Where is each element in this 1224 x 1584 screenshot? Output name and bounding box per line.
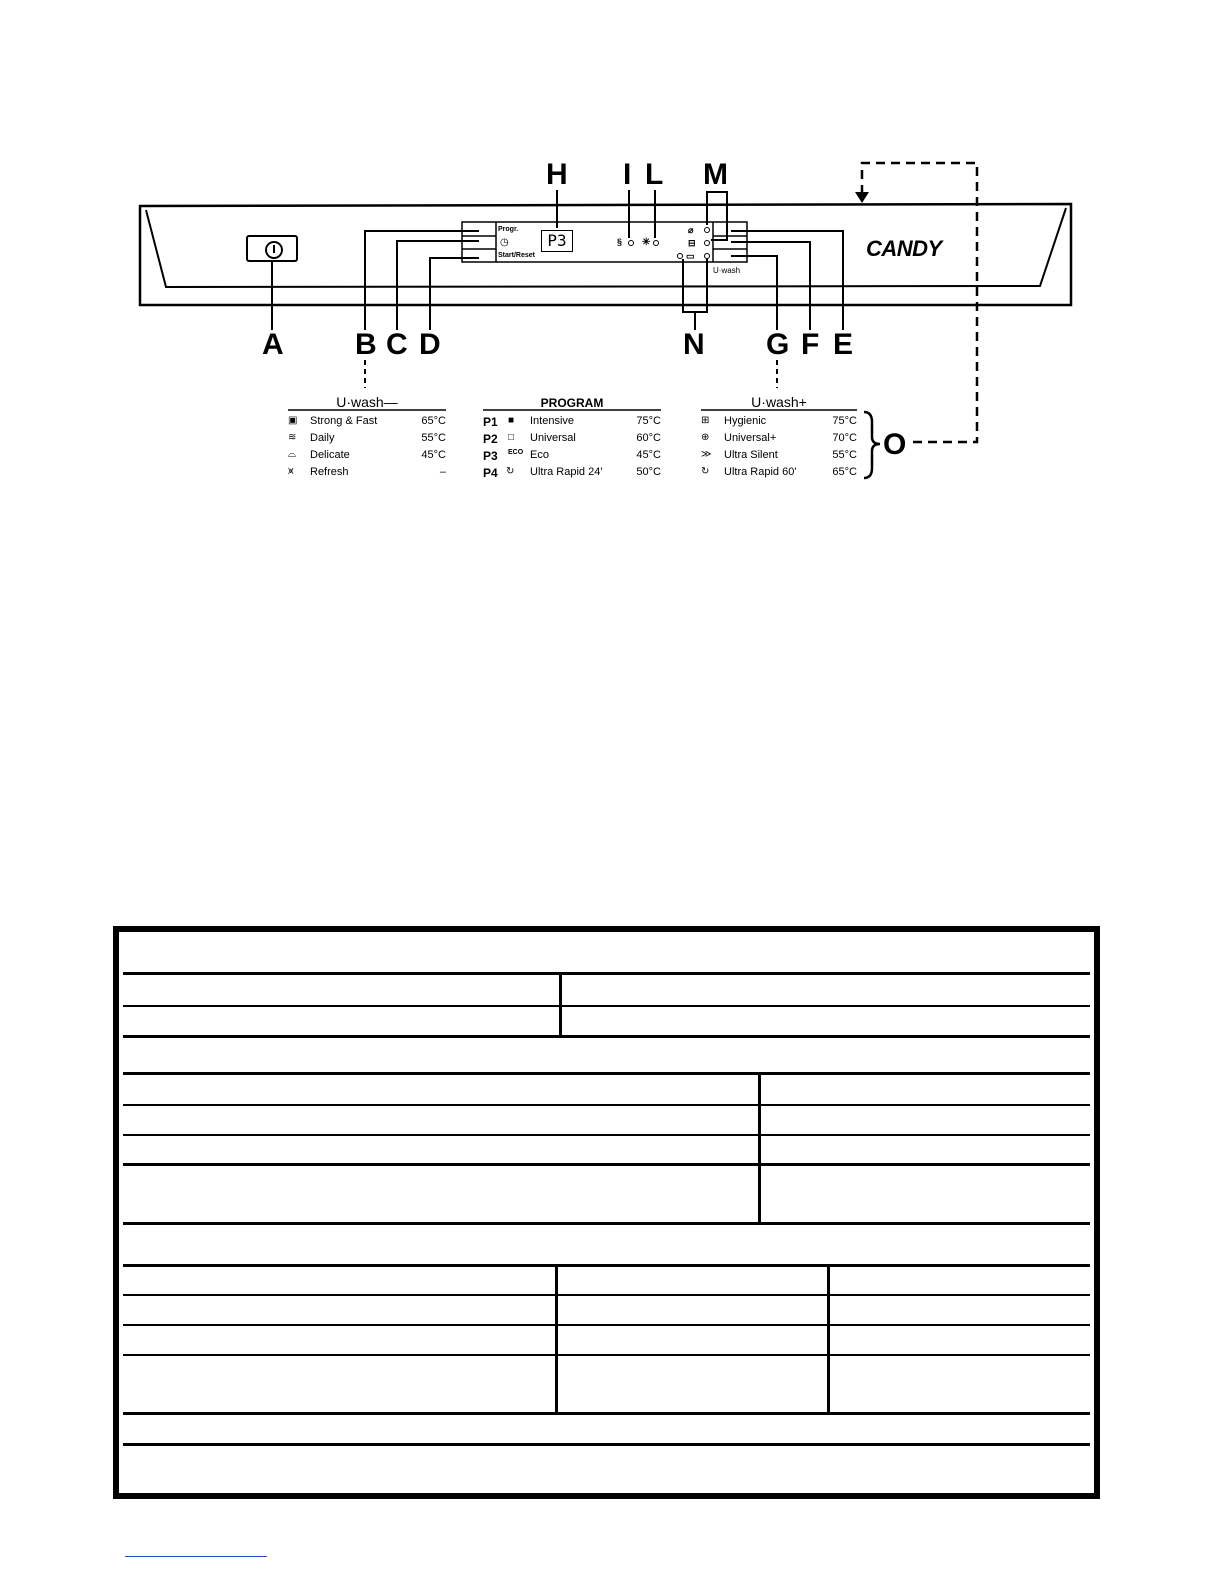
salt-icon: § bbox=[617, 237, 623, 247]
universal-icon: □ bbox=[508, 432, 515, 443]
list-title: U·wash+ bbox=[751, 394, 807, 410]
table-rule bbox=[123, 1005, 1090, 1007]
program-list bbox=[483, 394, 661, 484]
table-rule bbox=[758, 1072, 761, 1224]
blank-table bbox=[113, 926, 1100, 1499]
table-rule bbox=[123, 1104, 1090, 1106]
list-item: ⩙ Refresh – bbox=[288, 466, 446, 478]
table-rule bbox=[123, 1412, 1090, 1415]
delay-icon: ◷ bbox=[500, 237, 509, 248]
table-rule bbox=[559, 972, 562, 1035]
list-item: ▣ Strong & Fast 65°C bbox=[288, 415, 446, 427]
uwash-minus-list bbox=[288, 394, 446, 484]
callout-e: E bbox=[833, 328, 854, 361]
callout-m: M bbox=[703, 158, 728, 191]
callout-l: L bbox=[645, 158, 664, 191]
callout-d: D bbox=[419, 328, 441, 361]
list-item: P2 □ Universal 60°C bbox=[483, 432, 661, 446]
hygienic-icon: ⊞ bbox=[701, 415, 710, 426]
half-load-icon: ⊟ bbox=[688, 238, 696, 248]
table-rule bbox=[123, 1222, 1090, 1225]
intensive-icon: ■ bbox=[508, 415, 515, 426]
ultra-silent-icon: ≫ bbox=[701, 449, 712, 460]
uwash-label: U·wash bbox=[713, 266, 741, 275]
power-button[interactable] bbox=[246, 235, 298, 262]
list-title: U·wash— bbox=[336, 394, 398, 410]
callout-o: O bbox=[883, 428, 907, 461]
table-rule bbox=[827, 1264, 830, 1414]
list-item: P3 ECO Eco 45°C bbox=[483, 449, 661, 463]
list-item: ↻ Ultra Rapid 60' 65°C bbox=[701, 466, 857, 478]
table-rule bbox=[123, 1324, 1090, 1326]
table-rule bbox=[123, 972, 1090, 975]
callout-f: F bbox=[801, 328, 820, 361]
rinse-aid-icon: ✳ bbox=[642, 237, 651, 248]
ultra-rapid-60-icon: ↻ bbox=[701, 466, 710, 477]
multi-tab-icon: ▭ bbox=[686, 251, 695, 261]
footer-link-underline bbox=[125, 1556, 267, 1557]
table-rule bbox=[123, 1264, 1090, 1267]
list-item: ≫ Ultra Silent 55°C bbox=[701, 449, 857, 461]
callout-n: N bbox=[683, 328, 705, 361]
callout-h: H bbox=[546, 158, 568, 191]
list-item: P1 ■ Intensive 75°C bbox=[483, 415, 661, 429]
brand-logo: CANDY bbox=[866, 236, 942, 261]
callout-g: G bbox=[766, 328, 790, 361]
universal-plus-icon: ⊕ bbox=[701, 432, 710, 443]
uwash-plus-list bbox=[701, 394, 857, 484]
table-rule bbox=[123, 1163, 1090, 1166]
program-display: P3 bbox=[541, 230, 573, 252]
refresh-icon: ⩙ bbox=[288, 466, 294, 477]
delicate-icon: ⌓ bbox=[288, 449, 296, 460]
list-item: ⊕ Universal+ 70°C bbox=[701, 432, 857, 444]
list-title: PROGRAM bbox=[540, 396, 604, 410]
list-item: ≋ Daily 55°C bbox=[288, 432, 446, 444]
list-item: P4 ↻ Ultra Rapid 24' 50°C bbox=[483, 466, 661, 480]
table-rule bbox=[123, 1035, 1090, 1038]
table-rule bbox=[123, 1294, 1090, 1296]
strong-fast-icon: ▣ bbox=[288, 415, 298, 426]
eco-icon: ECO bbox=[508, 449, 524, 456]
table-rule bbox=[123, 1072, 1090, 1075]
callout-i: I bbox=[623, 158, 632, 191]
ultra-rapid-24-icon: ↻ bbox=[506, 466, 515, 477]
table-rule bbox=[123, 1354, 1090, 1356]
callout-c: C bbox=[386, 328, 408, 361]
start-reset-label: Start/Reset bbox=[498, 252, 535, 259]
eco-leaf-icon: ⌀ bbox=[688, 225, 694, 235]
daily-icon: ≋ bbox=[288, 432, 297, 443]
callout-b: B bbox=[355, 328, 377, 361]
callout-a: A bbox=[262, 328, 284, 361]
list-item: ⊞ Hygienic 75°C bbox=[701, 415, 857, 427]
power-icon bbox=[265, 241, 283, 259]
table-rule bbox=[123, 1134, 1090, 1136]
table-rule bbox=[555, 1264, 558, 1414]
list-item: ⌓ Delicate 45°C bbox=[288, 449, 446, 461]
table-rule bbox=[123, 1443, 1090, 1446]
progr-label: Progr. bbox=[498, 226, 519, 233]
